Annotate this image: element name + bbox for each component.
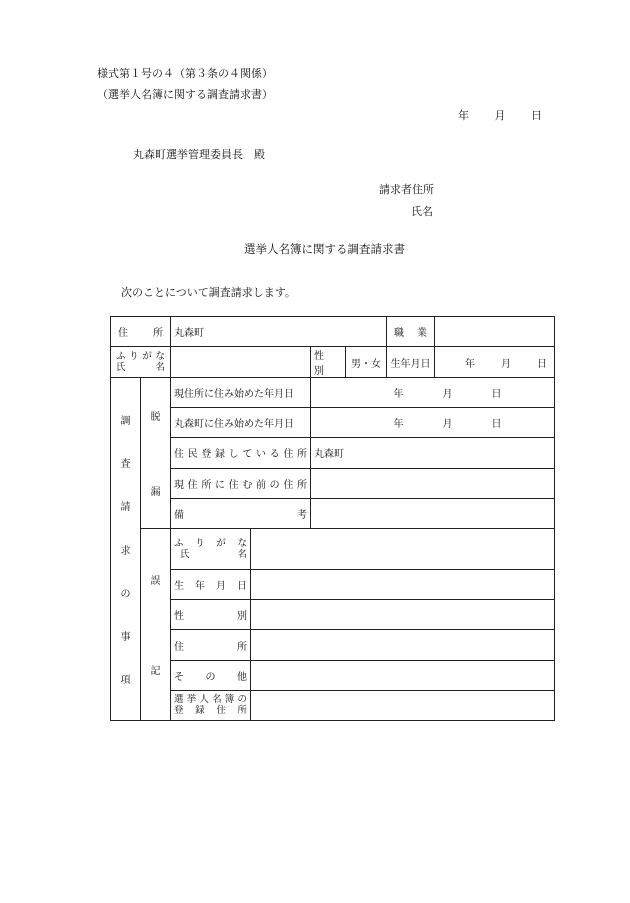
omission-row-value: 年 月 日 [311,408,555,438]
gender-label-cell: 性 別 [311,347,346,378]
error-row-label: 性別 [171,600,251,630]
addressee: 丸森町選挙管理委員長 殿 [133,148,265,161]
matters-label-cell: 調 査 請 求 の 事 項 [111,378,141,721]
omission-row-value [311,468,555,498]
request-form-table [110,316,555,721]
error-row-value [251,570,555,600]
error-label-cell: 誤 記 [141,529,171,721]
occupation-label-cell: 職 業 [387,317,435,347]
birthdate-value-cell: 年 月 日 [435,347,555,378]
address-label-cell: 住 所 [111,317,171,347]
error-row-value [251,690,555,720]
omission-row-value [311,498,555,528]
error-row-label: ふりがな 氏名 [171,529,251,570]
error-row-label: その他 [171,660,251,690]
occupation-value-cell [435,317,555,347]
form-subtitle: （選挙人名簿に関する調査請求書） [97,88,273,101]
error-row-label: 選挙人名簿の 登録住所 [171,690,251,720]
gender-value-cell: 男・女 [346,347,387,378]
requester-address-label: 請求者住所 [379,183,434,196]
omission-row-value: 丸森町 [311,438,555,468]
date-month: 月 [494,109,506,122]
document-title: 選挙人名簿に関する調査請求書 [244,242,405,256]
error-row-value [251,529,555,570]
date-line [458,109,542,122]
omission-row-label: 現住所に住み始めた年月日 [171,378,311,408]
intro-text: 次のことについて調査請求します。 [121,286,296,299]
error-row-value [251,660,555,690]
omission-row-label: 備考 [171,498,311,528]
address-value-cell: 丸森町 [171,317,387,347]
omission-row-value: 年 月 日 [311,378,555,408]
error-row-label: 住所 [171,630,251,660]
omission-label-cell: 脱 漏 [141,378,171,529]
date-day: 日 [531,109,542,122]
error-row-value [251,600,555,630]
error-row-label: 生年月日 [171,570,251,600]
date-year: 年 [458,109,469,122]
furigana-name-label-cell: ふりがな 氏 名 [111,347,171,378]
error-row-value [251,630,555,660]
requester-name-label: 氏名 [411,205,433,218]
name-value-cell [171,347,311,378]
form-number: 様式第１号の４（第３条の４関係） [97,67,273,80]
omission-row-label: 現住所に住む前の住所 [171,468,311,498]
omission-row-label: 住民登録している住所 [171,438,311,468]
omission-row-label: 丸森町に住み始めた年月日 [171,408,311,438]
birthdate-label-cell: 生年月日 [387,347,435,378]
